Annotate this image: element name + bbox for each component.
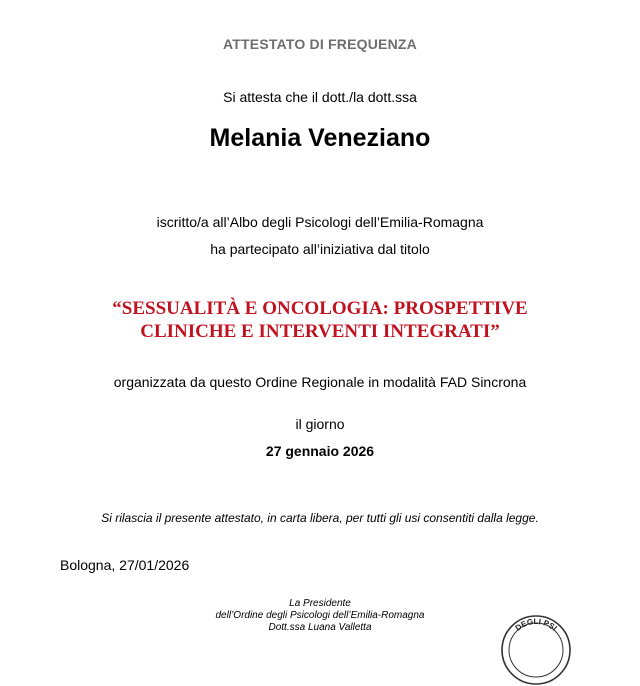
- participation-line: ha partecipato all’iniziativa dal titolo: [210, 241, 430, 257]
- day-label: il giorno: [295, 416, 345, 432]
- official-seal-icon: [500, 614, 572, 686]
- registry-line: iscritto/a all’Albo degli Psicologi dell’Emilia-Romagna: [156, 214, 484, 230]
- course-title-line-1: “SESSUALITÀ E ONCOLOGIA: PROSPETTIVE: [112, 298, 528, 319]
- recipient-name: Melania Veneziano: [209, 124, 431, 152]
- certificate-heading: ATTESTATO DI FREQUENZA: [223, 36, 417, 52]
- attestation-intro: Si attesta che il dott./la dott.ssa: [223, 89, 417, 105]
- event-date: 27 gennaio 2026: [265, 443, 375, 459]
- signature-organization: dell’Ordine degli Psicologi dell’Emilia-Romagna: [215, 610, 425, 621]
- signature-name: Dott.ssa Luana Valletta: [268, 622, 372, 633]
- legal-note: Si rilascia il presente attestato, in carta libera, per tutti gli usi consentiti dalla legge.: [101, 511, 539, 525]
- organized-line: organizzata da questo Ordine Regionale in modalità FAD Sincrona: [113, 374, 527, 390]
- seal-text: DEGLI PSI: [513, 616, 559, 633]
- place-and-date: Bologna, 27/01/2026: [60, 557, 190, 573]
- course-title-line-2: CLINICHE E INTERVENTI INTEGRATI”: [140, 321, 500, 342]
- course-title: [0, 297, 640, 343]
- signature-role: La Presidente: [289, 598, 351, 609]
